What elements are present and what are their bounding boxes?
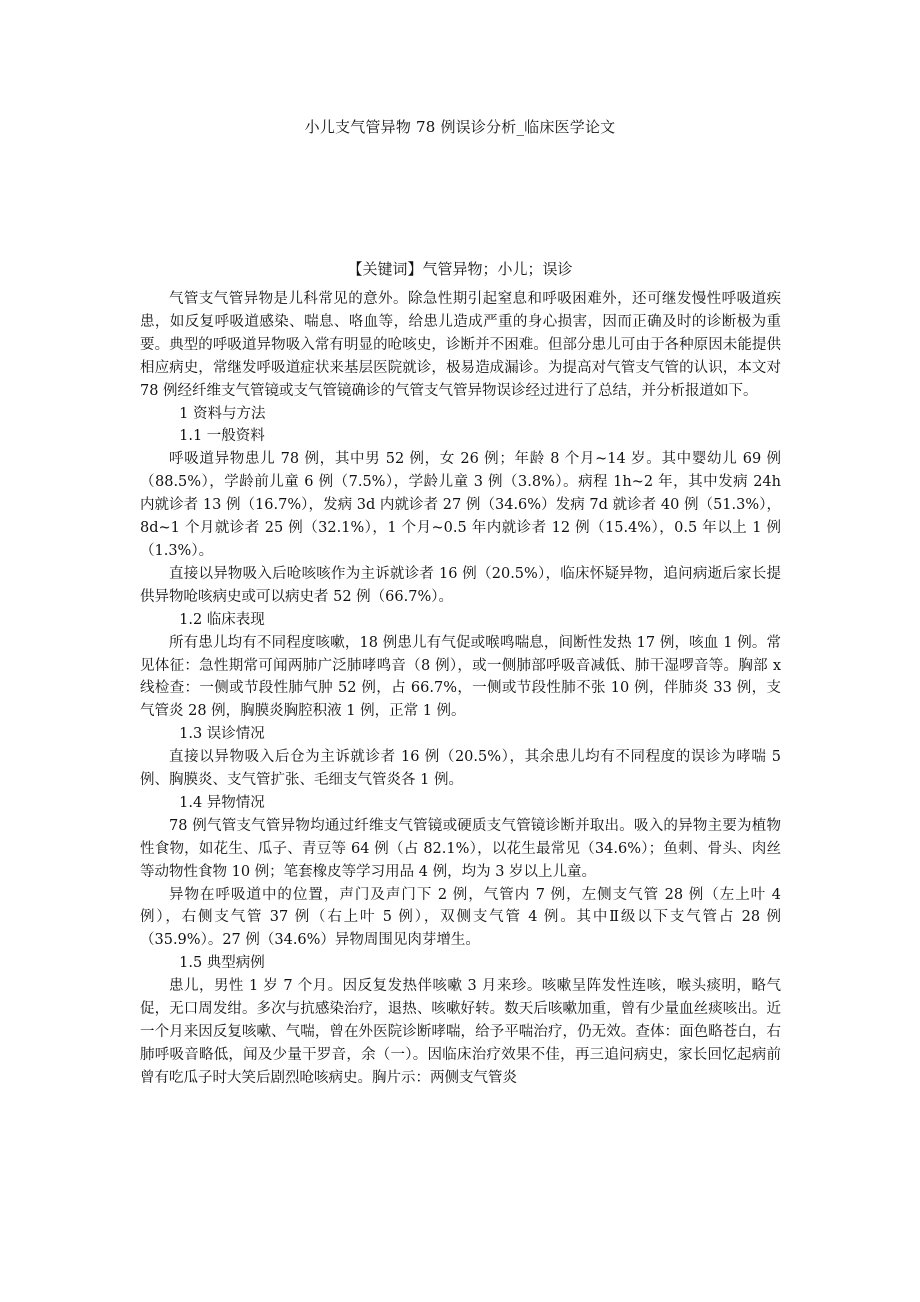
article-body: [140, 288, 781, 1090]
section-heading-1: 1 资料与方法: [179, 405, 266, 422]
subsection-heading-1-3: 1.3 误诊情况: [179, 726, 265, 743]
keywords-line: 【关键词】气管异物；小儿；误诊: [347, 260, 573, 278]
foreign-body-location-paragraph: 异物在呼吸道中的位置，声门及声门下 2 例，气管内 7 例，左侧支气管 28 例（左上叶 4 例），右侧支气管 37 例（右上叶 5 例），双侧支气管 4 例。其中Ⅱ级以下支气管占 28 例（35.9%）。27 例（34.6%）异物周围见肉芽增生。: [140, 886, 781, 949]
intro-paragraph: 气管支气管异物是儿科常见的意外。除急性期引起窒息和呼吸困难外，还可继发慢性呼吸道疾患，如反复呼吸道感染、喘息、咯血等，给患儿造成严重的身心损害，因而正确及时的诊断极为重要。典型的呼吸道异物吸入常有明显的呛咳史，诊断并不困难。但部分患儿可由于各种原因未能提供相应病史，常继发呼吸道症状来基层医院就诊，极易造成漏诊。为提高对气管支气管的认识，本文对 78 例经纤维支气管镜或支气管镜确诊的气管支气管异物误诊经过进行了总结，并分析报道如下。: [140, 291, 781, 399]
subsection-heading-1-1: 1.1 一般资料: [179, 428, 265, 445]
subsection-heading-1-4: 1.4 异物情况: [179, 794, 265, 811]
subsection-heading-1-2: 1.2 临床表现: [179, 611, 265, 628]
chief-complaint-paragraph: 直接以异物吸入后呛咳咳作为主诉就诊者 16 例（20.5%），临床怀疑异物，追问病逝后家长提供异物呛咳病史或可以病史者 52 例（66.7%）。: [140, 565, 781, 605]
clinical-manifestation-paragraph: 所有患儿均有不同程度咳嗽，18 例患儿有气促或喉鸣喘息，间断性发热 17 例，咳血 1 例。常见体征：急性期常可闻两肺广泛肺哮鸣音（8 例），或一侧肺部呼吸音减低、肺干湿啰音等。胸部 x 线检查：一侧或节段性肺气肿 52 例，占 66.7%，一侧或节段性肺不张 10 例，伴肺炎 33 例，支气管炎 28 例，胸膜炎胸腔积液 1 例，正常 1 例。: [140, 634, 781, 720]
foreign-body-types-paragraph: 78 例气管支气管异物均通过纤维支气管镜或硬质支气管镜诊断并取出。吸入的异物主要为植物性食物，如花生、瓜子、青豆等 64 例（占 82.1%），以花生最常见（34.6%）；鱼刺、骨头、肉丝等动物性食物 10 例；笔套橡皮等学习用品 4 例，均为 3 岁以上儿童。: [140, 817, 781, 880]
typical-case-paragraph: 患儿，男性 1 岁 7 个月。因反复发热伴咳嗽 3 月来珍。咳嗽呈阵发性连咳，喉头痰明，略气促，无口周发绀。多次与抗感染治疗，退热、咳嗽好转。数天后咳嗽加重，曾有少量血丝痰咳出。近一个月来因反复咳嗽、气喘，曾在外医院诊断哮喘，给予平喘治疗，仍无效。查体：面色略苍白，右肺呼吸音略低，闻及少量干罗音，余（一）。因临床治疗效果不佳，再三追问病史，家长回忆起病前曾有吃瓜子时大笑后剧烈呛咳病史。胸片示：两侧支气管炎: [140, 978, 781, 1086]
misdiagnosis-paragraph: 直接以异物吸入后仓为主诉就诊者 16 例（20.5%），其余患儿均有不同程度的误诊为哮喘 5 例、胸膜炎、支气管扩张、毛细支气管炎各 1 例。: [140, 749, 781, 789]
document-title: 小儿支气管异物 78 例误诊分析_临床医学论文: [304, 118, 616, 136]
general-data-paragraph: 呼吸道异物患儿 78 例，其中男 52 例，女 26 例；年龄 8 个月~14 岁。其中婴幼儿 69 例（88.5%），学龄前儿童 6 例（7.5%），学龄儿童 3 例（3.8%）。病程 1h~2 年，其中发病 24h 内就诊者 13 例（16.7%），发病 3d 内就诊者 27 例（34.6%）发病 7d 就诊者 40 例（51.3%），8d~1 个月就诊者 25 例（32.1%），1 个月~0.5 年内就诊者 12 例（15.4%），0.5 年以上 1 例（1.3%）。: [140, 451, 781, 559]
subsection-heading-1-5: 1.5 典型病例: [179, 955, 265, 972]
